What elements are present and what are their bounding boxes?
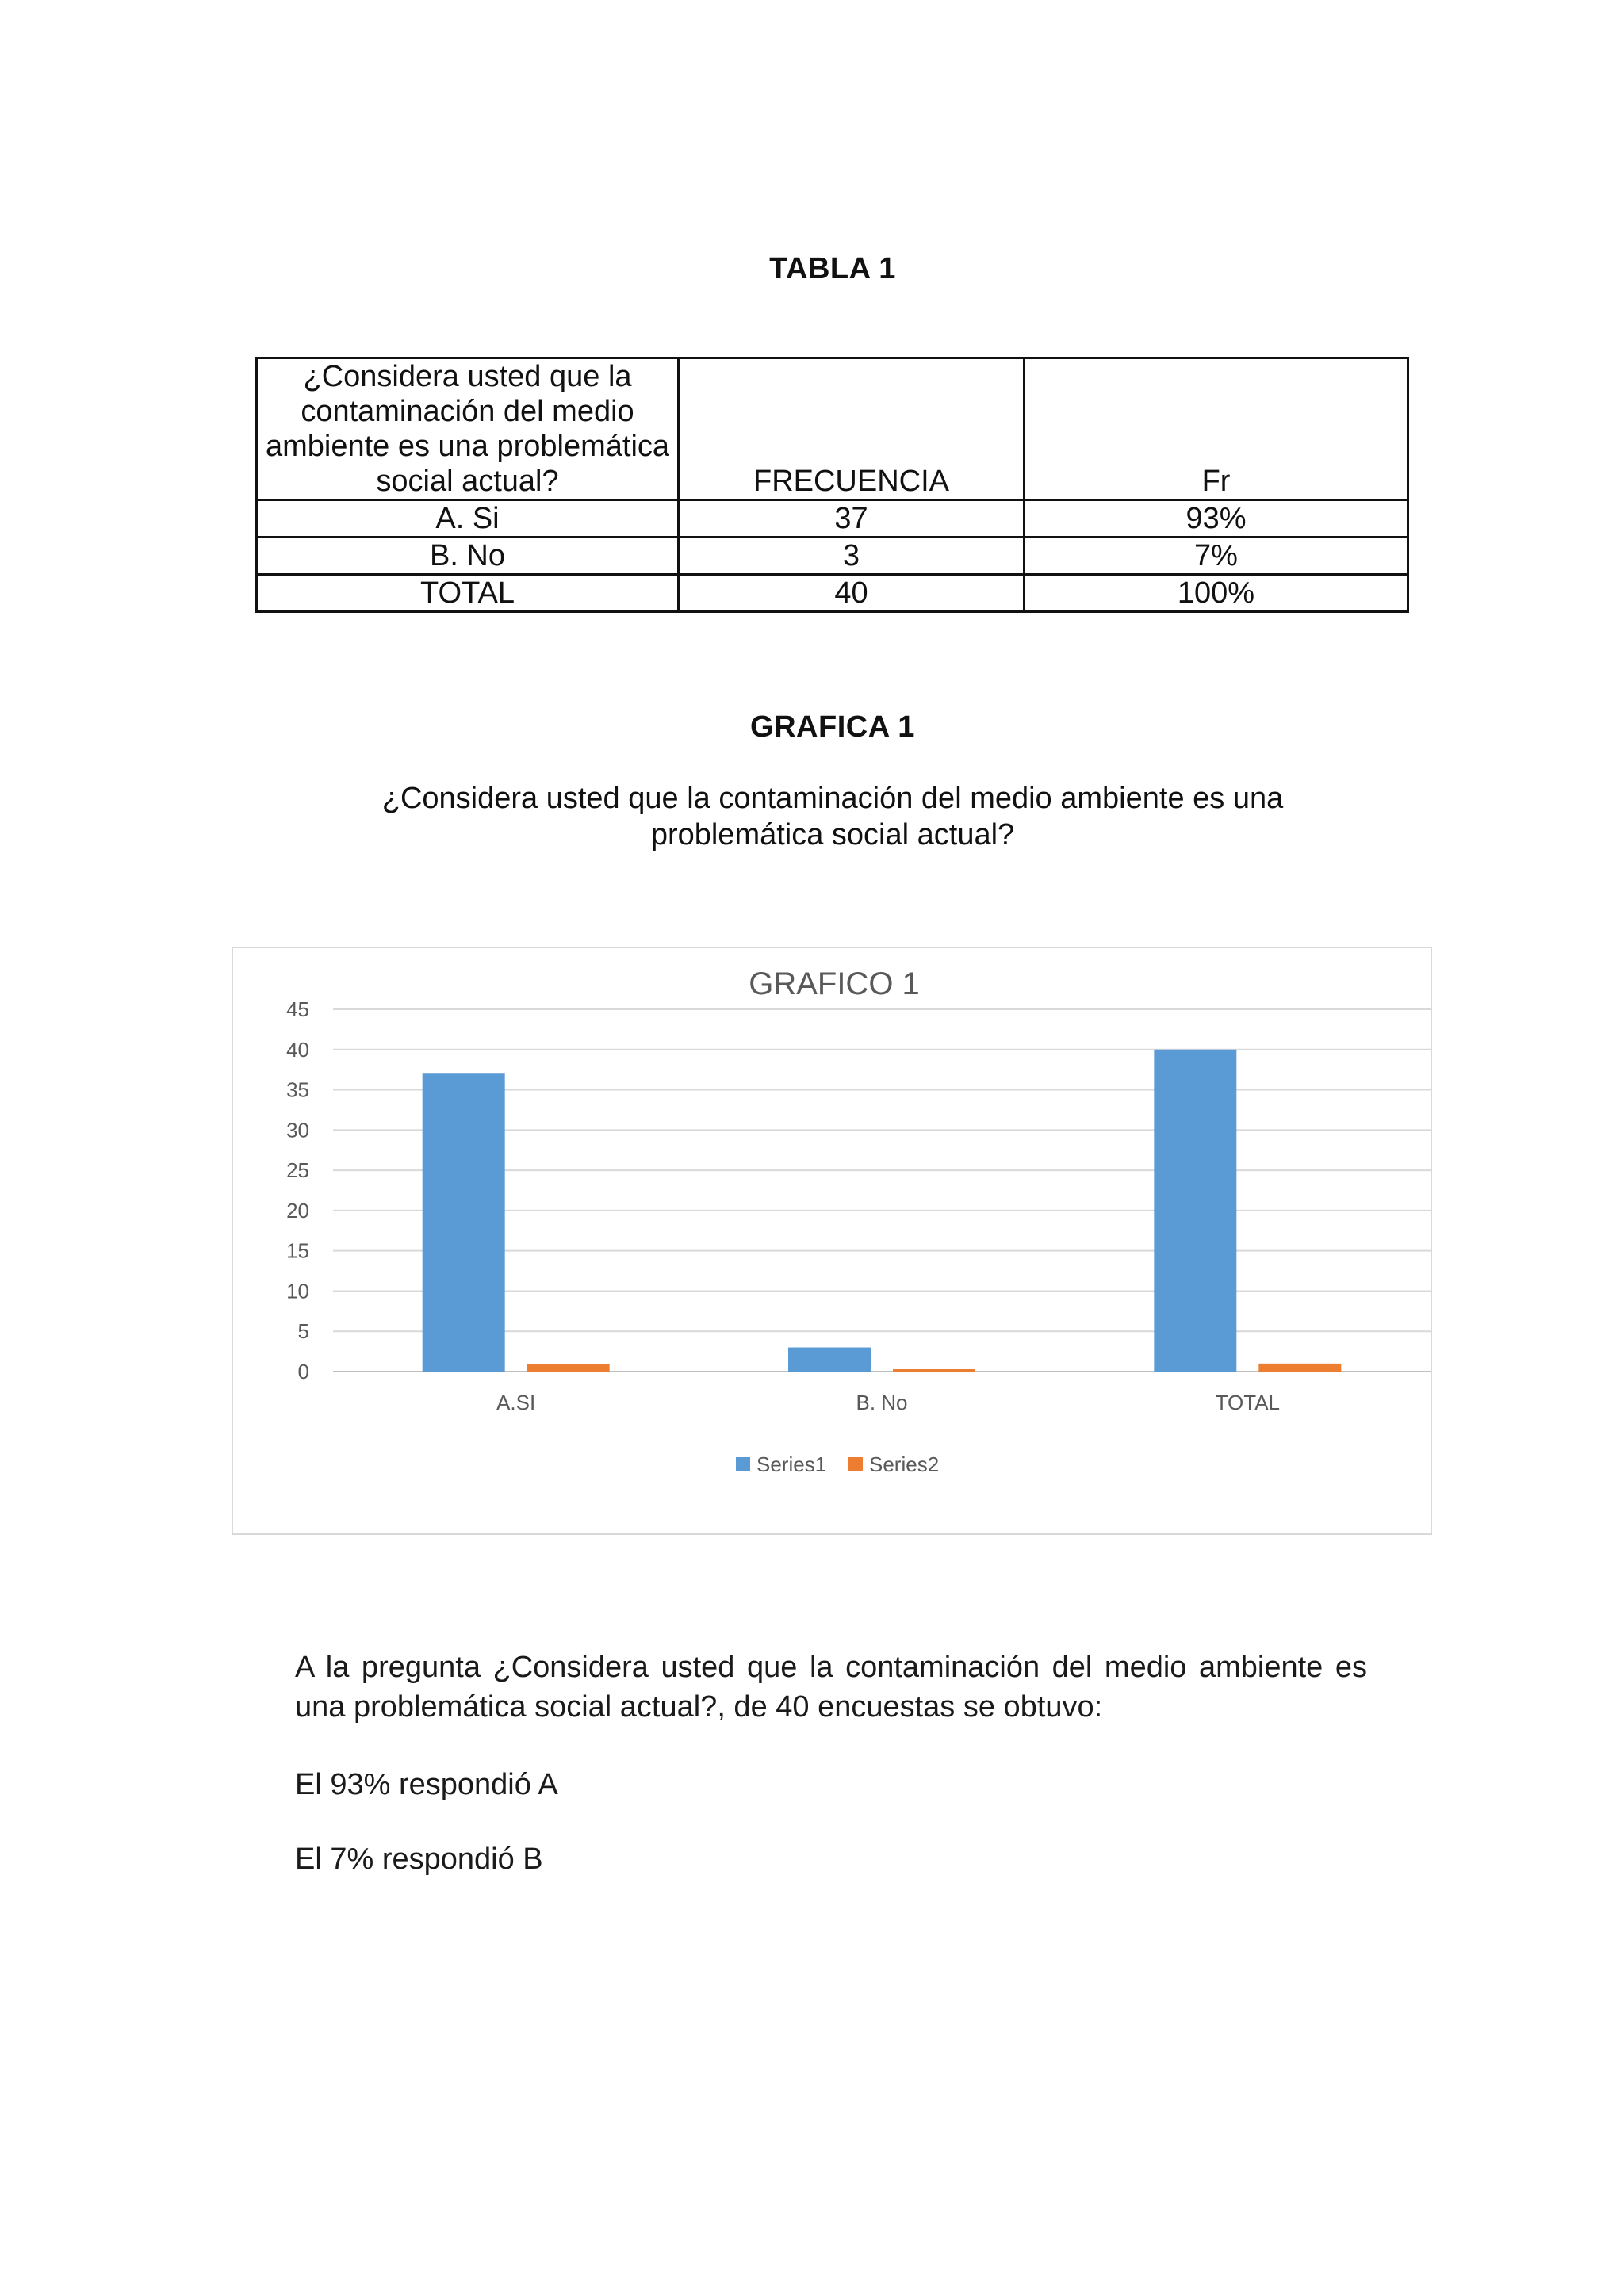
- bar-chart: [232, 947, 1432, 1535]
- table-cell-frequency: 3: [679, 538, 1025, 575]
- bar-series2-0: [527, 1364, 610, 1372]
- bar-series2-1: [893, 1369, 975, 1372]
- table-cell-frequency: 37: [679, 500, 1025, 538]
- y-tick-label: 30: [286, 1118, 309, 1142]
- y-tick-label: 35: [286, 1077, 309, 1102]
- table-cell-fr: 100%: [1025, 575, 1408, 612]
- y-tick-label: 40: [286, 1037, 309, 1062]
- chart-heading: GRAFICA 1: [750, 710, 915, 744]
- table-heading: TABLA 1: [769, 252, 896, 285]
- table-cell-option: A. Si: [257, 500, 679, 538]
- table-header-row: [257, 358, 1408, 500]
- table-header-fr: Fr: [1025, 358, 1408, 500]
- summary-intro: A la pregunta ¿Considera usted que la contaminación del medio ambiente es una problemática social actual?, de 40 encuestas se obtuvo:: [295, 1651, 1367, 1724]
- y-tick-label: 45: [286, 997, 309, 1021]
- legend-label: Series1: [756, 1452, 827, 1476]
- table-cell-option: TOTAL: [257, 575, 679, 612]
- y-tick-label: 0: [297, 1360, 309, 1383]
- x-tick-label: B. No: [856, 1391, 908, 1414]
- chart-question: ¿Considera usted que la contaminación del medio ambiente es una problemática social actual?: [381, 782, 1284, 851]
- table-cell-frequency: 40: [679, 575, 1025, 612]
- summary-line-a: El 93% respondió A: [295, 1768, 558, 1801]
- legend-swatch: [848, 1457, 863, 1471]
- table-cell-option: B. No: [257, 538, 679, 575]
- y-tick-label: 25: [286, 1158, 309, 1183]
- frequency-table: [255, 357, 1409, 613]
- table-header-frequency: FRECUENCIA: [679, 358, 1025, 500]
- table-cell-fr: 93%: [1025, 500, 1408, 538]
- bar-series2-2: [1258, 1364, 1341, 1372]
- legend-label: Series2: [869, 1452, 940, 1476]
- y-tick-label: 20: [286, 1198, 309, 1223]
- bar-series1-2: [1154, 1050, 1236, 1372]
- bar-series1-0: [423, 1073, 505, 1372]
- table-row: [257, 575, 1408, 612]
- legend-swatch: [736, 1457, 750, 1471]
- chart-title: GRAFICO 1: [749, 966, 920, 1001]
- y-tick-label: 10: [286, 1279, 309, 1303]
- x-tick-label: A.SI: [496, 1391, 536, 1414]
- table-cell-fr: 7%: [1025, 538, 1408, 575]
- y-tick-label: 5: [297, 1319, 309, 1344]
- table-row: [257, 538, 1408, 575]
- summary-line-b: El 7% respondió B: [295, 1843, 543, 1876]
- y-tick-label: 15: [286, 1238, 309, 1263]
- table-row: [257, 500, 1408, 538]
- bar-series1-1: [788, 1348, 871, 1372]
- x-tick-label: TOTAL: [1215, 1391, 1281, 1414]
- table-header-question: ¿Considera usted que la contaminación del medio ambiente es una problemática social actual?: [257, 358, 679, 500]
